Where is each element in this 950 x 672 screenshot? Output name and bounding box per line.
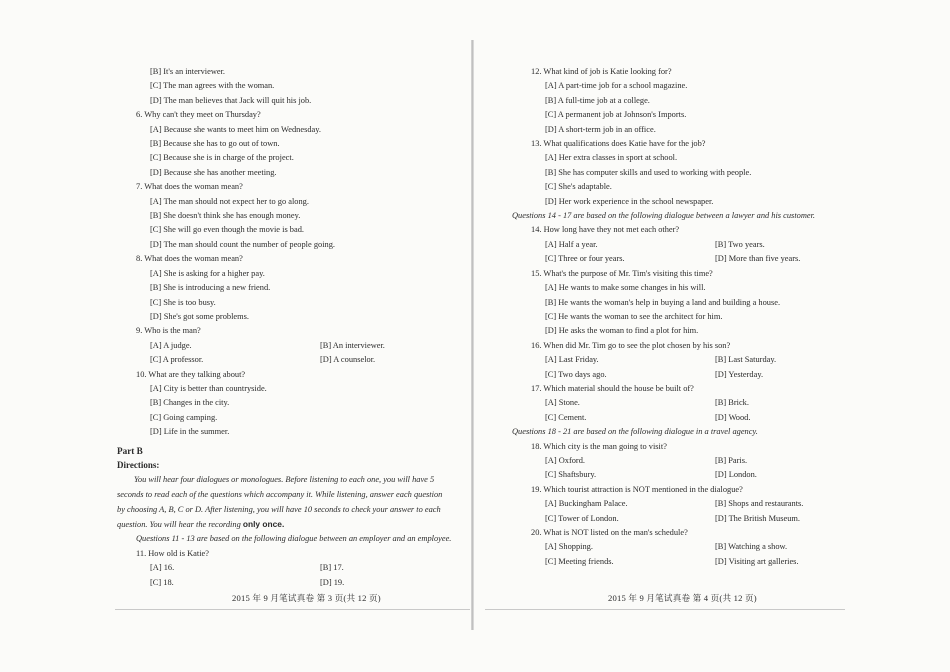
- answer-option: [C] Shaftsbury.: [545, 470, 597, 480]
- answer-option-row: [117, 576, 475, 590]
- directions-line: [117, 517, 475, 532]
- directions-emphasis: only once.: [242, 519, 285, 530]
- question-stem: 6. Why can't they meet on Thursday?: [136, 110, 261, 120]
- answer-option-row: [512, 555, 892, 569]
- right-question-list: [512, 65, 892, 569]
- question-stem: 14. How long have they not met each other?: [531, 225, 680, 235]
- answer-option: [D] He asks the woman to find a plot for him.: [545, 326, 699, 336]
- answer-option: [C] He wants the woman to see the architect for him.: [545, 311, 723, 321]
- page-footer: 2015 年 9 月笔试真卷 第 3 页(共 12 页): [232, 593, 381, 603]
- answer-option: [B] A full-time job at a college.: [545, 95, 650, 105]
- answer-option: [A] A part-time job for a school magazine.: [545, 81, 688, 91]
- question-stem: 13. What qualifications does Katie have for the job?: [531, 139, 706, 149]
- directions-line: seconds to read each of the questions which accompany it. While listening, answer each question: [117, 490, 443, 500]
- answer-option: [B] Shops and restaurants.: [715, 499, 804, 509]
- question-stem: 11. How old is Katie?: [136, 548, 209, 558]
- answer-option: [B] She has computer skills and used to working with people.: [545, 167, 752, 177]
- answer-option: [A] Her extra classes in sport at school.: [545, 153, 678, 163]
- answer-option: [B] Watching a show.: [715, 542, 788, 552]
- directions-text: question. You will hear the recording: [117, 520, 243, 530]
- answer-option: [A] 16.: [150, 563, 175, 573]
- answer-option: [C] The man agrees with the woman.: [150, 81, 275, 91]
- question-stem: 16. When did Mr. Tim go to see the plot chosen by his son?: [531, 340, 731, 350]
- answer-option: [B] Last Saturday.: [715, 355, 777, 365]
- question-stem: 12. What kind of job is Katie looking for?: [531, 67, 672, 76]
- answer-option: [C] Cement.: [545, 412, 587, 422]
- answer-option: [A] Buckingham Palace.: [545, 499, 628, 509]
- answer-option: [D] Her work experience in the school newspaper.: [545, 196, 714, 206]
- answer-option-row: [512, 512, 892, 526]
- answer-option: [C] She is too busy.: [150, 297, 216, 307]
- answer-option: [D] The man should count the number of people going.: [150, 239, 335, 249]
- answer-option: [A] City is better than countryside.: [150, 383, 267, 393]
- right-page-content: [512, 65, 892, 569]
- left-page-content: [117, 65, 475, 590]
- answer-option: [D] Life in the summer.: [150, 427, 230, 437]
- answer-option: [A] Oxford.: [545, 455, 586, 465]
- answer-option: [B] 17.: [320, 563, 344, 573]
- answer-option: [A] She is asking for a higher pay.: [150, 268, 265, 278]
- answer-option: [B] She doesn't think she has enough money.: [150, 211, 301, 221]
- answer-option-row: [512, 454, 892, 468]
- question-stem: 19. Which tourist attraction is NOT mentioned in the dialogue?: [531, 484, 743, 494]
- answer-option-row: [512, 411, 892, 425]
- answer-option: [C] A permanent job at Johnson's Imports.: [545, 110, 687, 120]
- answer-option: [C] Going camping.: [150, 412, 218, 422]
- directions-line: You will hear four dialogues or monologues. Before listening to each one, you will have 5: [134, 475, 435, 485]
- answer-option-row: [512, 540, 892, 554]
- answer-option: [B] He wants the woman's help in buying a land and building a house.: [545, 297, 781, 307]
- answer-option: [C] Meeting friends.: [545, 556, 614, 566]
- answer-option: [A] Stone.: [545, 398, 580, 408]
- answer-option: [A] Half a year.: [545, 239, 598, 249]
- answer-option: [B] An interviewer.: [320, 340, 385, 350]
- answer-option: [D] Because she has another meeting.: [150, 167, 277, 177]
- section-note: Questions 11 - 13 are based on the following dialogue between an employer and an employee.: [136, 534, 452, 544]
- answer-option: [D] The British Museum.: [715, 513, 800, 523]
- answer-option-row: [512, 368, 892, 382]
- page-footer: 2015 年 9 月笔试真卷 第 4 页(共 12 页): [608, 593, 757, 603]
- answer-option-row: [512, 353, 892, 367]
- section-note: Questions 14 - 17 are based on the following dialogue between a lawyer and his customer.: [512, 211, 816, 221]
- answer-option: [D] Wood.: [715, 412, 751, 422]
- answer-option-row: [512, 396, 892, 410]
- answer-option: [C] Two days ago.: [545, 369, 607, 379]
- answer-option: [A] Last Friday.: [545, 355, 599, 365]
- answer-option: [C] Tower of London.: [545, 513, 619, 523]
- answer-option: [D] London.: [715, 470, 757, 480]
- answer-option: [B] She is introducing a new friend.: [150, 283, 271, 293]
- answer-option: [D] More than five years.: [715, 254, 801, 264]
- answer-option-row: [512, 497, 892, 511]
- answer-option-row: [512, 468, 892, 482]
- question-stem: 15. What's the purpose of Mr. Tim's visiting this time?: [531, 268, 713, 278]
- answer-option: [D] She's got some problems.: [150, 311, 249, 321]
- question-stem: 9. Who is the man?: [136, 326, 201, 336]
- answer-option: [B] It's an interviewer.: [150, 67, 225, 76]
- answer-option: [C] Because she is in charge of the project.: [150, 153, 294, 163]
- answer-option: [A] Because she wants to meet him on Wednesday.: [150, 124, 321, 134]
- answer-option: [C] She will go even though the movie is bad.: [150, 225, 304, 235]
- question-stem: 17. Which material should the house be built of?: [531, 383, 694, 393]
- question-stem: 8. What does the woman mean?: [136, 254, 243, 264]
- question-stem: 18. Which city is the man going to visit?: [531, 441, 667, 451]
- answer-option: [A] Shopping.: [545, 542, 593, 552]
- answer-option: [D] The man believes that Jack will quit his job.: [150, 95, 312, 105]
- answer-option: [D] Yesterday.: [715, 369, 764, 379]
- answer-option: [B] Because she has to go out of town.: [150, 139, 280, 149]
- answer-option: [C] She's adaptable.: [545, 182, 612, 192]
- footer-rule: [115, 609, 470, 610]
- answer-option: [B] Paris.: [715, 455, 748, 465]
- answer-option: [C] A professor.: [150, 355, 204, 365]
- left-question-list-2: [117, 547, 475, 590]
- answer-option-row: [117, 339, 475, 353]
- page-fold-divider: [471, 40, 474, 630]
- answer-option: [D] A counselor.: [320, 355, 376, 365]
- answer-option: [B] Brick.: [715, 398, 749, 408]
- answer-option-row: [117, 561, 475, 575]
- answer-option: [A] The man should not expect her to go along.: [150, 196, 309, 206]
- footer-rule: [485, 609, 845, 610]
- part-b-heading: Part B: [117, 445, 143, 456]
- question-stem: 20. What is NOT listed on the man's schedule?: [531, 528, 688, 537]
- answer-option: [D] A short-term job in an office.: [545, 124, 656, 134]
- right-exam-page: [475, 0, 950, 672]
- answer-option: [C] 18.: [150, 577, 174, 587]
- answer-option-row: [512, 238, 892, 252]
- question-stem: 7. What does the woman mean?: [136, 182, 243, 192]
- question-stem: 10. What are they talking about?: [136, 369, 246, 379]
- answer-option-row: [117, 353, 475, 367]
- left-question-list: [117, 65, 475, 440]
- answer-option: [A] He wants to make some changes in his will.: [545, 283, 706, 293]
- answer-option: [A] A judge.: [150, 340, 192, 350]
- section-note: Questions 18 - 21 are based on the following dialogue in a travel agency.: [512, 427, 758, 437]
- answer-option-row: [512, 252, 892, 266]
- answer-option: [B] Changes in the city.: [150, 398, 230, 408]
- answer-option: [D] Visiting art galleries.: [715, 556, 799, 566]
- answer-option: [B] Two years.: [715, 239, 765, 249]
- answer-option: [D] 19.: [320, 577, 345, 587]
- directions-heading: Directions:: [117, 459, 160, 470]
- directions-line: by choosing A, B, C or D. After listening, you will have 10 seconds to check your answer to each: [117, 505, 441, 515]
- answer-option: [C] Three or four years.: [545, 254, 625, 264]
